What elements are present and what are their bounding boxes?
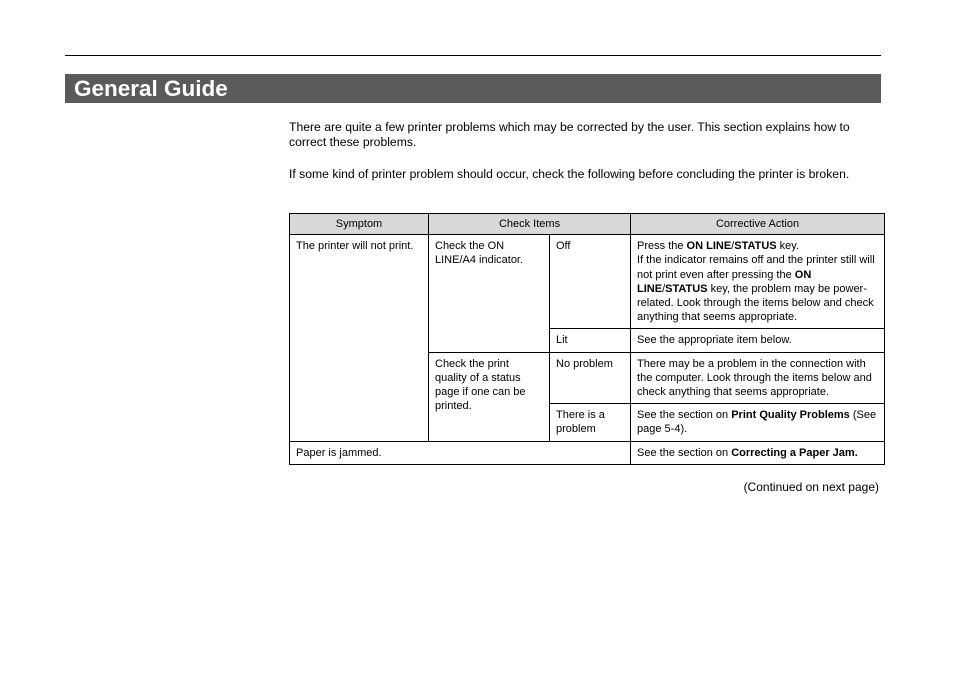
- action-text: See the section on: [637, 409, 732, 422]
- action-cell: [631, 404, 885, 441]
- header-symptom: Symptom: [290, 214, 429, 235]
- check-item-cell: Check the ON LINE/A4 indicator.: [429, 235, 550, 352]
- symptom-cell: The printer will not print.: [290, 235, 429, 441]
- top-rule: [65, 55, 881, 56]
- continued-note: (Continued on next page): [743, 480, 879, 494]
- key-name: ON LINE: [686, 240, 732, 253]
- section-reference: Correcting a Paper Jam.: [731, 446, 858, 459]
- key-name: STATUS: [665, 282, 708, 295]
- table-header-row: [290, 214, 885, 235]
- table-row: [290, 441, 885, 464]
- key-name: STATUS: [734, 240, 777, 253]
- condition-cell: No problem: [550, 352, 631, 404]
- action-cell: There may be a problem in the connection with the computer. Look through the items below and check anything that seems appropriate.: [631, 352, 885, 404]
- action-cell: See the appropriate item below.: [631, 329, 885, 352]
- action-cell: [631, 441, 885, 464]
- troubleshooting-table: [289, 213, 885, 465]
- section-reference: Print Quality Problems: [731, 409, 850, 422]
- check-item-cell: Check the print quality of a status page if one can be printed.: [429, 352, 550, 441]
- action-text: Press the: [637, 240, 687, 253]
- action-text: (See page 5-4).: [637, 409, 877, 436]
- table-row: [290, 235, 885, 329]
- condition-cell: Off: [550, 235, 631, 329]
- section-title-bar: [65, 74, 881, 103]
- header-corrective-action: Corrective Action: [631, 214, 885, 235]
- intro-paragraph-1: There are quite a few printer problems which may be corrected by the user. This section explains how to correct these problems.: [289, 120, 850, 149]
- slash: /: [662, 282, 666, 295]
- header-check-items: Check Items: [429, 214, 631, 235]
- key-name: ON LINE: [637, 268, 812, 295]
- intro-paragraph-2: If some kind of printer problem should occur, check the following before concluding the printer is broken.: [289, 167, 850, 181]
- action-text: If the indicator remains off and the printer still will not print even after pressing the: [637, 254, 875, 281]
- slash: /: [731, 240, 735, 253]
- action-text: See the section on: [637, 446, 732, 459]
- condition-cell: There is a problem: [550, 404, 631, 441]
- condition-cell: Lit: [550, 329, 631, 352]
- action-text: key, the problem may be power-related. Look through the items below and check anything that seems appropriate.: [637, 282, 874, 324]
- action-text: key.: [776, 240, 800, 253]
- page-title: General Guide: [74, 76, 228, 101]
- symptom-cell: Paper is jammed.: [290, 441, 631, 464]
- action-cell: [631, 235, 885, 329]
